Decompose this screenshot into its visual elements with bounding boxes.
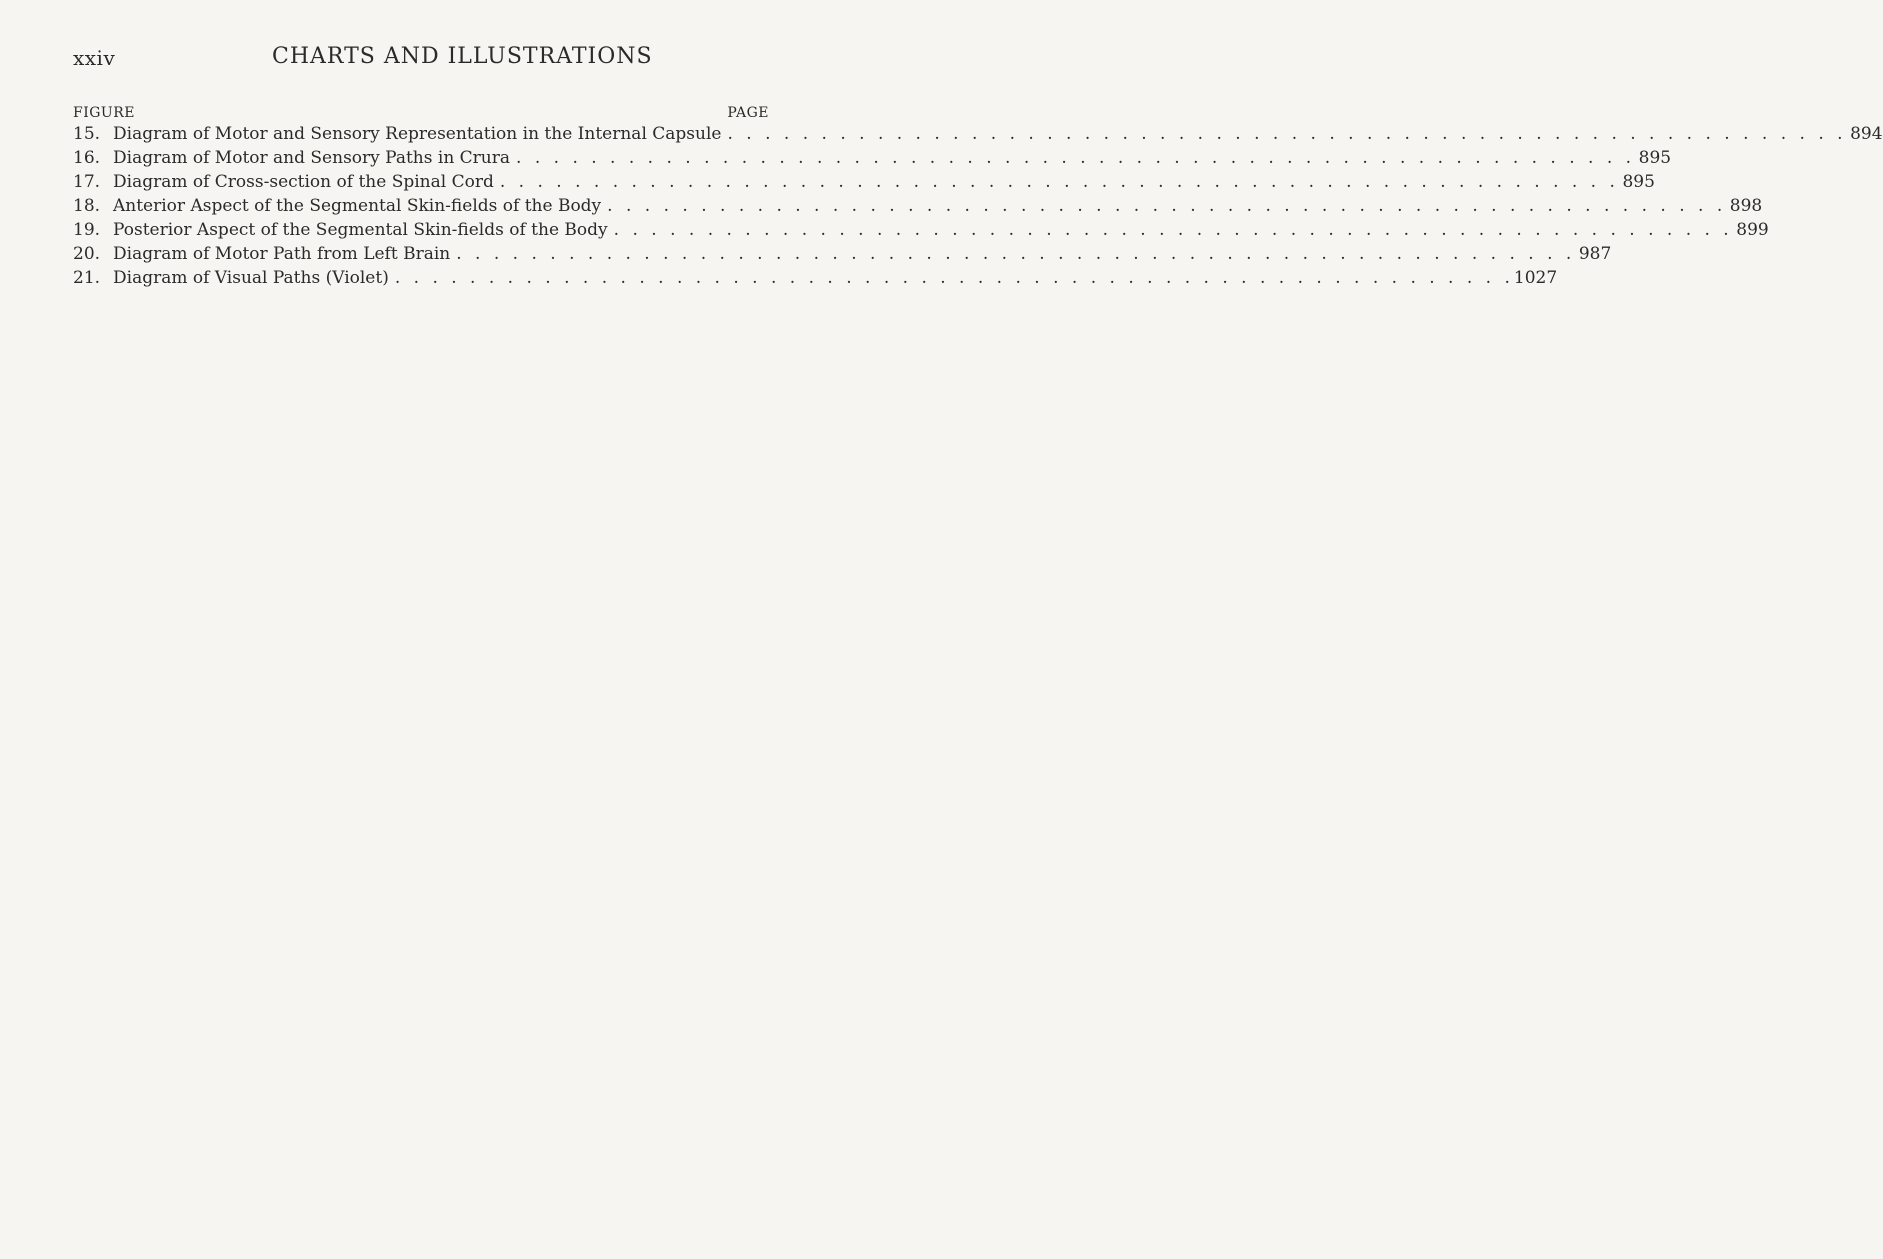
- figure-list: [73, 122, 1883, 290]
- page-ref: 894: [1850, 124, 1883, 144]
- figure-title: Diagram of Motor and Sensory Paths in Crura: [113, 148, 511, 168]
- list-item: [73, 170, 1655, 194]
- dot-leader: [510, 146, 1631, 170]
- page-column-heading: PAGE: [727, 105, 769, 121]
- list-item: [73, 266, 1558, 290]
- dot-leader: [389, 266, 1510, 290]
- list-item: [73, 194, 1763, 218]
- page-number: xxiv: [73, 46, 116, 70]
- figure-column-heading: FIGURE: [73, 105, 135, 121]
- list-item: [73, 218, 1769, 242]
- dot-leader: [721, 122, 1842, 146]
- dot-leader: [494, 170, 1615, 194]
- running-head: CHARTS AND ILLUSTRATIONS: [272, 44, 653, 69]
- page-ref: 899: [1736, 220, 1769, 240]
- figure-number: 20.: [73, 244, 101, 264]
- dot-leader: [608, 218, 1729, 242]
- dot-leader: [450, 242, 1571, 266]
- list-item: [73, 242, 1612, 266]
- page-ref: 898: [1729, 196, 1763, 216]
- figure-number: 19.: [73, 220, 101, 240]
- page-ref: 895: [1622, 172, 1655, 192]
- figure-title: Anterior Aspect of the Segmental Skin-fields of the Body: [113, 196, 602, 216]
- figure-number: 21.: [73, 268, 101, 288]
- figure-title: Diagram of Motor Path from Left Brain: [113, 244, 451, 264]
- list-item: [73, 122, 1883, 146]
- figure-title: Diagram of Motor and Sensory Representation in the Internal Capsule: [113, 124, 722, 144]
- figure-number: 15.: [73, 124, 101, 144]
- page-ref: 987: [1578, 244, 1612, 264]
- page-ref: 1027: [1513, 268, 1558, 288]
- figure-title: Diagram of Cross-section of the Spinal Cord: [113, 172, 494, 192]
- figure-title: Posterior Aspect of the Segmental Skin-fields of the Body: [113, 220, 608, 240]
- figure-number: 18.: [73, 196, 101, 216]
- figure-number: 17.: [73, 172, 101, 192]
- figure-number: 16.: [73, 148, 101, 168]
- figure-title: Diagram of Visual Paths (Violet): [113, 268, 389, 288]
- list-item: [73, 146, 1672, 170]
- page-ref: 895: [1638, 148, 1672, 168]
- dot-leader: [601, 194, 1722, 218]
